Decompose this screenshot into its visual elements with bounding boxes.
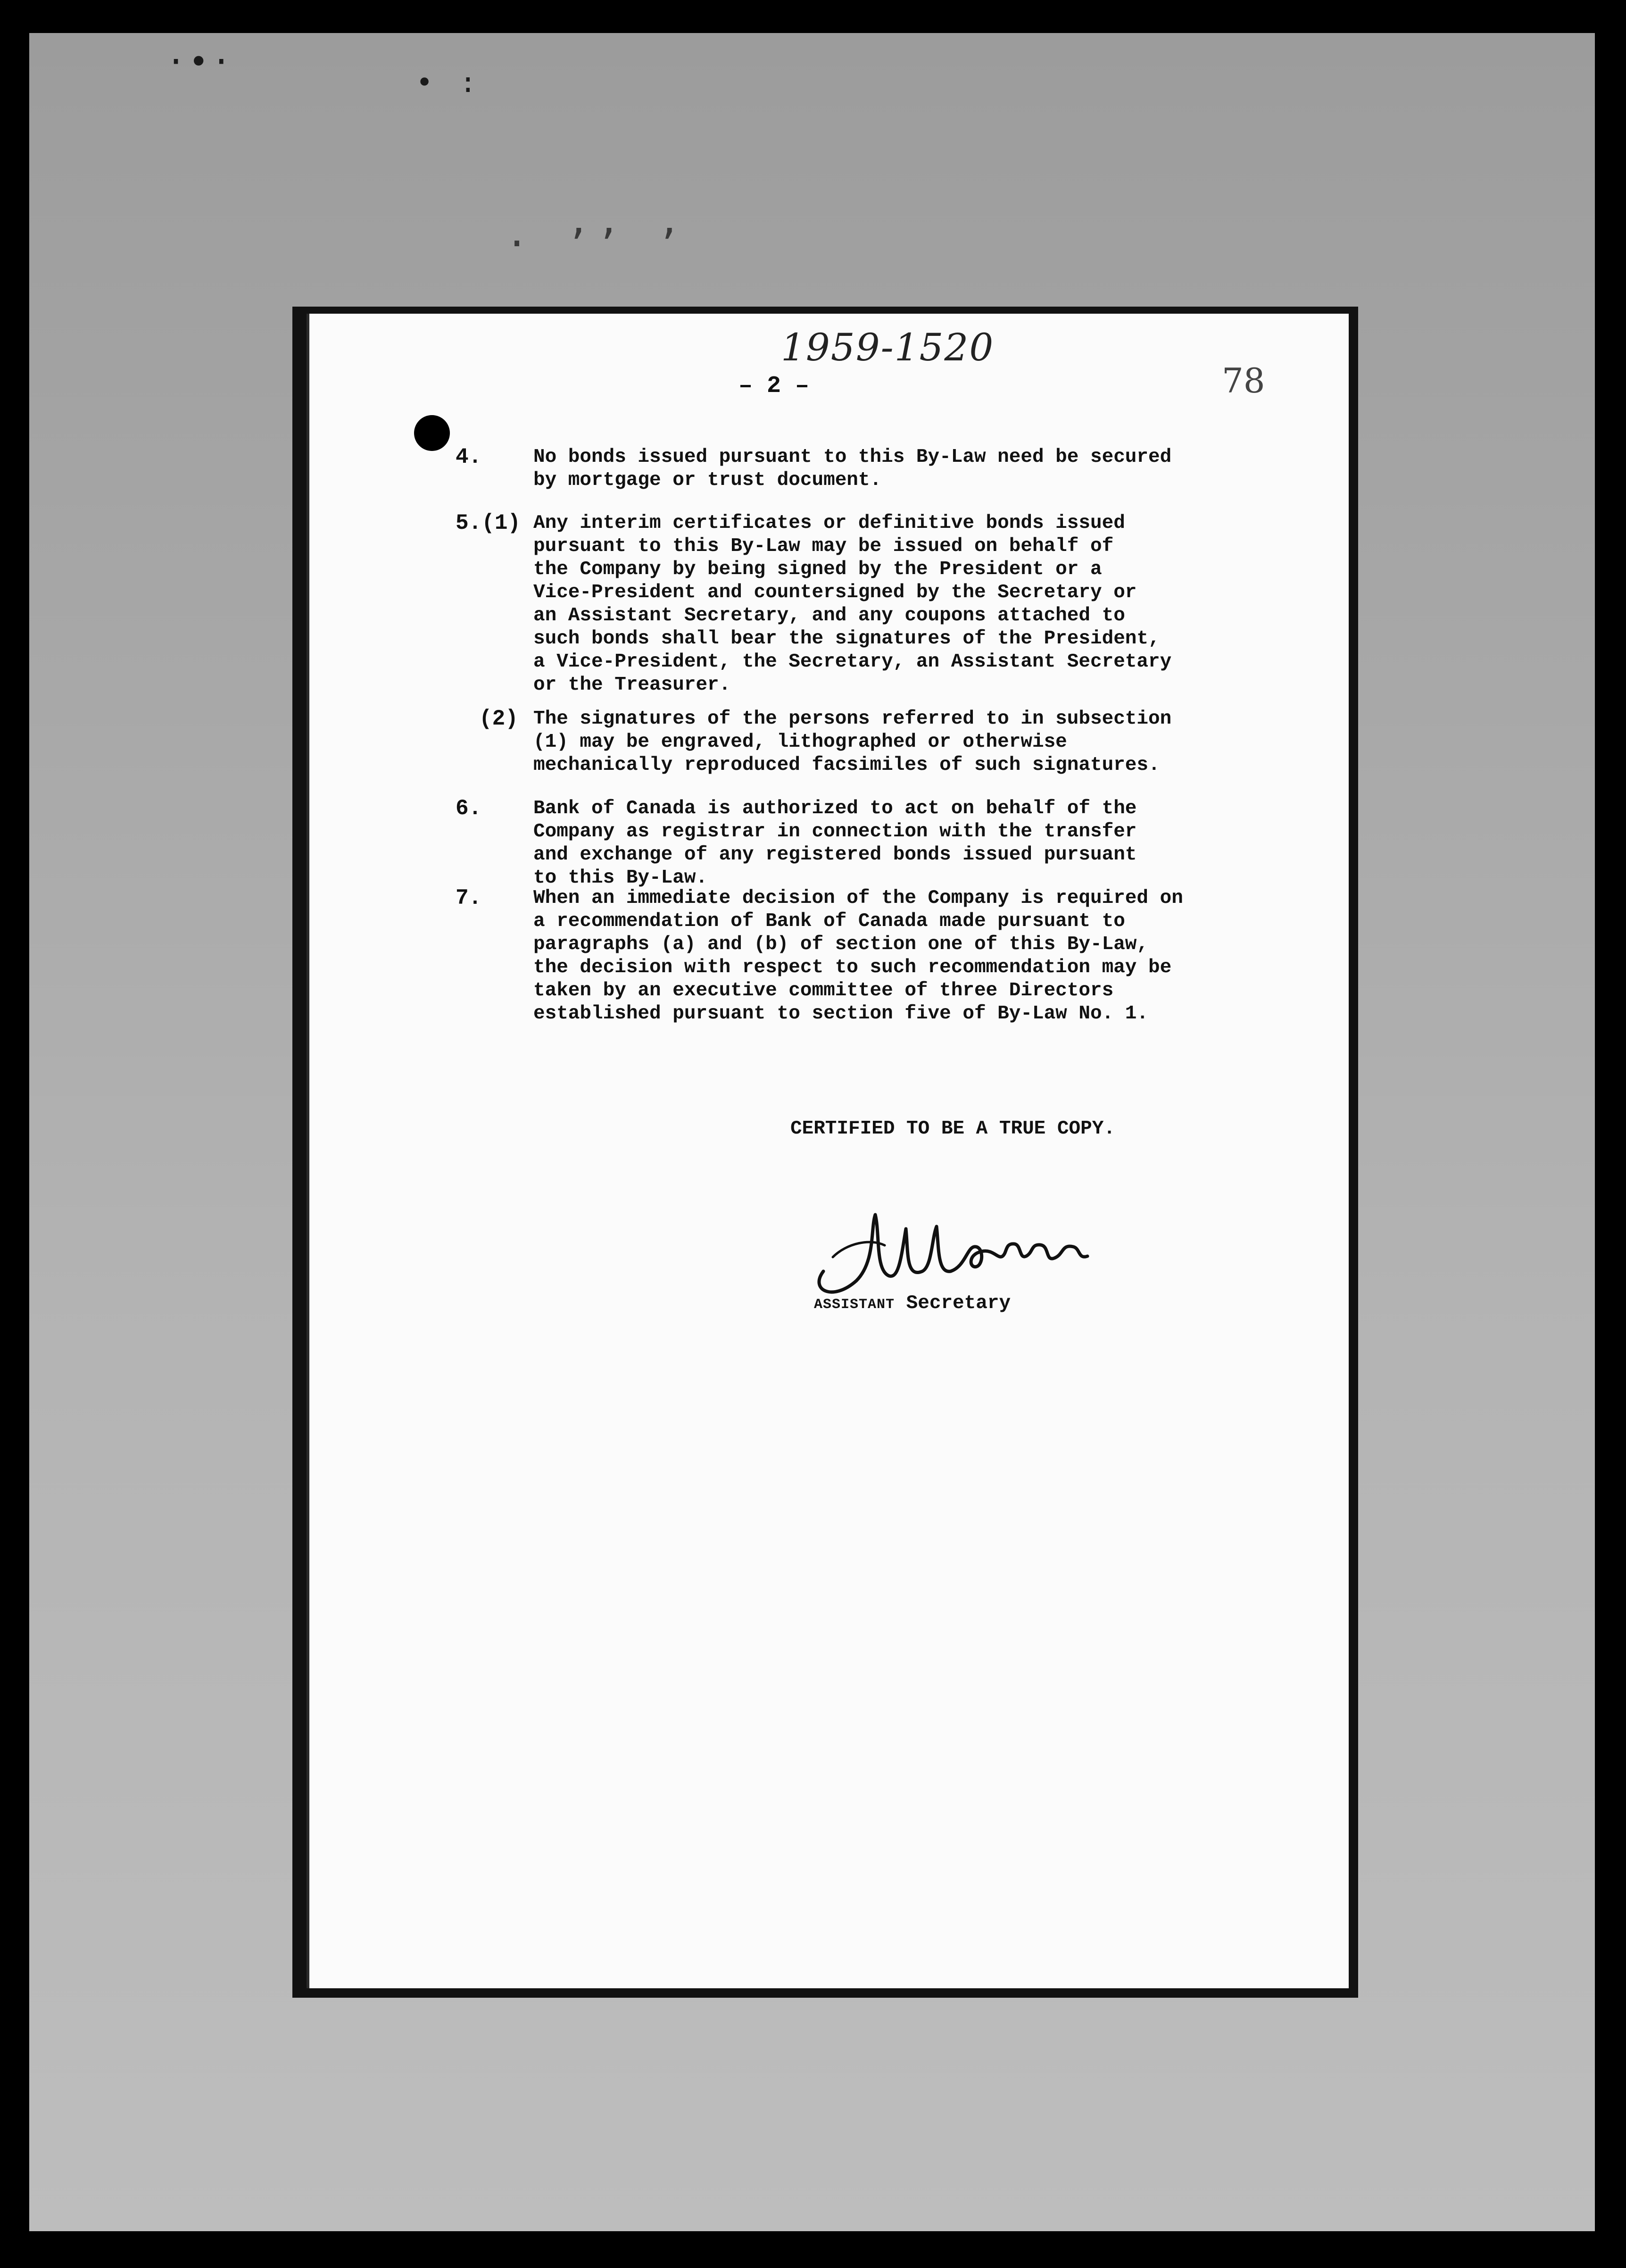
film-scratch-mark: · ’’ ’: [506, 222, 687, 266]
section-text: No bonds issued pursuant to this By-Law need be secured by mortgage or trust document.: [533, 446, 1172, 491]
section-number: 6.: [456, 796, 482, 821]
certification-statement: CERTIFIED TO BE A TRUE COPY.: [790, 1118, 1115, 1140]
signatory-title-prefix: ASSISTANT: [814, 1297, 895, 1313]
punch-hole: [414, 415, 450, 451]
section-number: 7.: [456, 886, 482, 910]
signatory-title-main: Secretary: [906, 1292, 1011, 1314]
document-page: [307, 314, 1349, 1988]
section-text: Any interim certificates or definitive bonds issued pursuant to this By-Law may be issued on behalf of the Company by being signed by the President or a Vice-President and countersigned by the Secretary or an Assistant Secretary, and any coupons attached to such bonds shall bear the signatures of the President, a Vice-President, the Secretary, an Assistant Secretary or the Treasurer.: [533, 512, 1172, 696]
film-edge-mark: ·•·: [166, 42, 234, 81]
signatory-title: [814, 1292, 1011, 1314]
section-number: 5.(1): [456, 511, 521, 535]
page-number: – 2 –: [738, 373, 810, 400]
section-text: When an immediate decision of the Company is required on a recommendation of Bank of Canada made pursuant to paragraphs (a) and (b) of section one of this By-Law, the decision with respect to such recommendation may be taken by an executive committee of three Directors established pursuant to section five of By-Law No. 1.: [533, 887, 1183, 1025]
section-text: The signatures of the persons referred to in subsection (1) may be engraved, lithographed or otherwise mechanically reproduced facsimiles of such signatures.: [533, 708, 1172, 776]
handwritten-reference-number: 1959-1520: [781, 325, 995, 369]
film-edge-dots: • :: [416, 66, 481, 99]
section-text: Bank of Canada is authorized to act on behalf of the Company as registrar in connection with the transfer and exchange of any registered bonds issued pursuant to this By-Law.: [533, 798, 1137, 889]
folio-number: 78: [1222, 361, 1265, 400]
section-number: (2): [479, 707, 518, 731]
section-number: 4.: [456, 445, 482, 469]
